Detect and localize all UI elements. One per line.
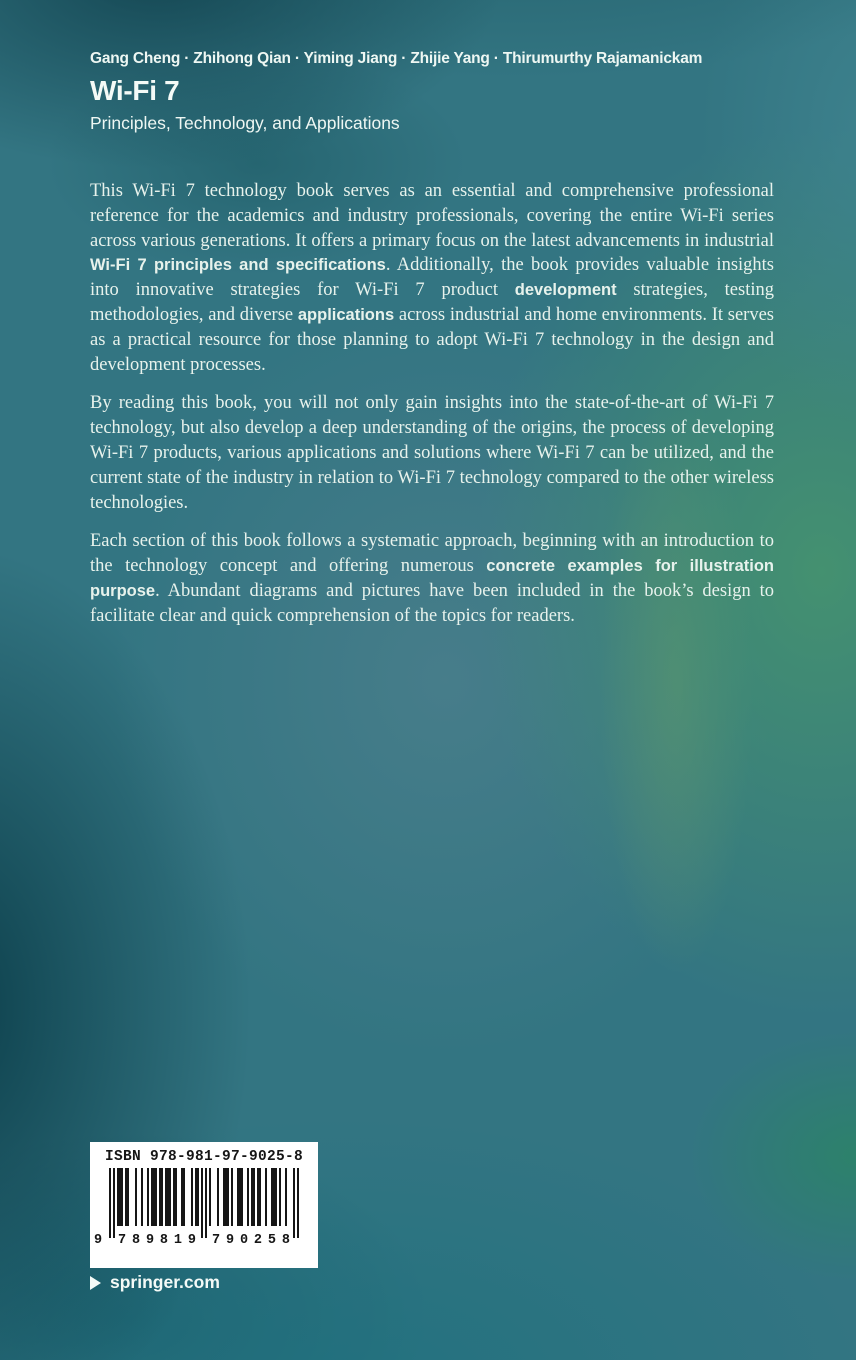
book-title: Wi-Fi 7 bbox=[90, 75, 180, 106]
synopsis-paragraph-2 bbox=[90, 391, 774, 515]
bold-phrase: Wi-Fi 7 principles and specifications bbox=[90, 256, 386, 275]
barcode-digit-group: 790258 bbox=[212, 1233, 290, 1246]
text-segment: . Abundant diagrams and pictures have been included in the book’s design to facilitate clear and quick comprehension of the topics for readers. bbox=[90, 580, 774, 626]
arrow-icon bbox=[90, 1276, 101, 1290]
text-segment: . Additionally, the book provides valuable insights into innovative strategies for Wi-Fi 7 product bbox=[90, 255, 774, 301]
bold-phrase: applications bbox=[297, 305, 395, 324]
back-cover-synopsis bbox=[90, 179, 774, 643]
isbn-label: ISBN 978-981-97-9025-8 bbox=[104, 1149, 304, 1165]
publisher-url: springer.com bbox=[110, 1272, 220, 1292]
barcode-digit-group: 9 bbox=[94, 1233, 103, 1246]
barcode-digit-group: 789819 bbox=[118, 1233, 196, 1246]
text-segment: Each section of this book follows a systematic approach, beginning with an introduction to the technology concept and offering numerous bbox=[90, 531, 774, 577]
text-segment: across industrial and home environments. It serves as a practical resource for those planning to adopt Wi-Fi 7 technology in the design and development processes. bbox=[90, 304, 774, 375]
book-subtitle: Principles, Technology, and Applications bbox=[90, 113, 400, 133]
text-segment: By reading this book, you will not only gain insights into the state-of-the-art of Wi-Fi 7 technology, but also develop a deep understanding of the origins, the process of developing Wi-Fi 7 products, various applications and solutions where Wi-Fi 7 can be utilized, and the current state of the industry in relation to Wi-Fi 7 technology compared to the other wireless technologies. bbox=[90, 393, 774, 513]
synopsis-paragraph-3 bbox=[90, 529, 774, 628]
bold-phrase: concrete examples for illustration purpose bbox=[90, 557, 774, 600]
bold-phrase: development bbox=[514, 281, 617, 300]
text-segment: strategies, testing methodologies, and diverse bbox=[90, 280, 774, 325]
barcode-panel bbox=[90, 1142, 318, 1268]
synopsis-paragraph-1 bbox=[90, 179, 774, 377]
barcode-bars bbox=[93, 1168, 315, 1246]
text-segment: This Wi-Fi 7 technology book serves as an essential and comprehensive professional reference for the academics and industry professionals, covering the entire Wi-Fi series across various generations. It offers a primary focus on the latest advancements in industrial bbox=[90, 181, 774, 251]
publisher-line bbox=[90, 1272, 220, 1293]
authors-line: Gang Cheng · Zhihong Qian · Yiming Jiang · Zhijie Yang · Thirumurthy Rajamanickam bbox=[90, 50, 703, 67]
barcode-bar-group bbox=[109, 1168, 299, 1238]
